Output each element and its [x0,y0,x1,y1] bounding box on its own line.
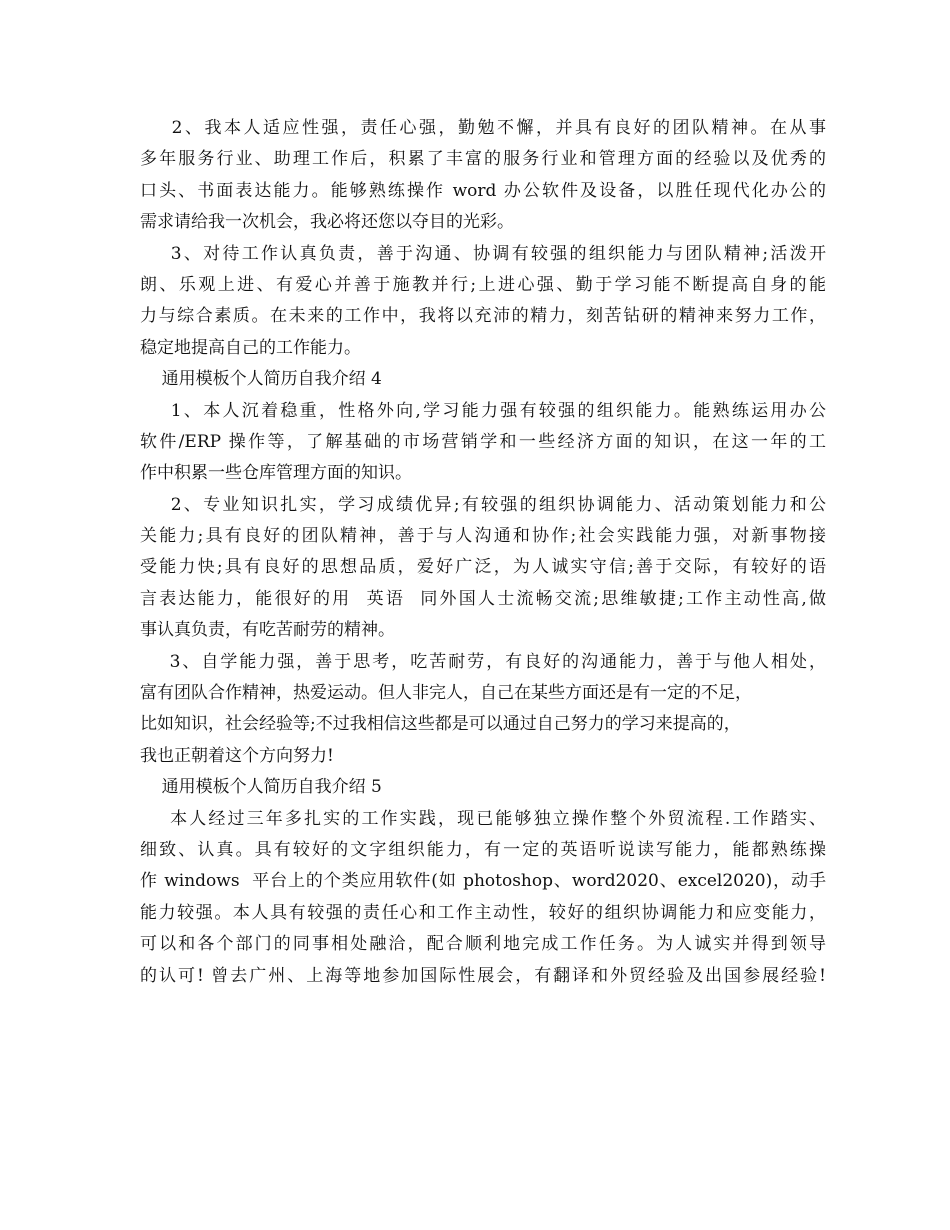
text-line: 关能力;具有良好的团队精神，善于与人沟通和协作;社会实践能力强，对新事物接 [140,526,826,547]
text-line: 比如知识，社会经验等;不过我相信这些都是可以通过自己努力的学习来提高的， [140,714,741,735]
text-line: 作中积累一些仓库管理方面的知识。 [140,463,412,484]
text-line: 多年服务行业、助理工作后，积累了丰富的服务行业和管理方面的经验以及优秀的 [140,149,826,170]
text-line: 3、自学能力强，善于思考，吃苦耐劳，有良好的沟通能力，善于与他人相处， [140,651,826,672]
paragraph-group-intro-5 [140,804,826,992]
section-heading-4: 通用模板个人简历自我介绍 4 [140,369,382,390]
text-line: 需求请给我一次机会，我必将还您以夺目的光彩。 [140,212,514,233]
paragraph-group-intro-4 [140,396,826,773]
text-line: 事认真负责，有吃苦耐劳的精神。 [140,620,395,641]
text-line: 言表达能力，能很好的用 英语 同外国人士流畅交流;思维敏捷;工作主动性高,做 [140,588,826,609]
text-line: 作 windows 平台上的个类应用软件(如 photoshop、word2020、excel2020)，动手 [140,871,826,892]
text-line: 受能力快;具有良好的思想品质，爱好广泛，为人诚实守信;善于交际，有较好的语 [140,557,826,578]
paragraph-group-strengths [140,113,826,364]
text-line: 口头、书面表达能力。能够熟练操作 word 办公软件及设备，以胜任现代化办公的 [140,180,826,201]
text-line: 力与综合素质。在未来的工作中，我将以充沛的精力，刻苦钻研的精神来努力工作， [140,306,826,327]
text-line: 1、本人沉着稳重，性格外向,学习能力强有较强的组织能力。能熟练运用办公 [140,400,826,421]
text-line: 能力较强。本人具有较强的责任心和工作主动性，较好的组织协调能力和应变能力， [140,902,826,923]
text-line: 软件/ERP 操作等，了解基础的市场营销学和一些经济方面的知识，在这一年的工 [140,431,826,452]
text-line: 我也正朝着这个方向努力! [140,745,334,766]
text-line: 细致、认真。具有较好的文字组织能力，有一定的英语听说读写能力，能都熟练操 [140,839,826,860]
text-line: 本人经过三年多扎实的工作实践，现已能够独立操作整个外贸流程.工作踏实、 [140,808,826,829]
text-line: 富有团队合作精神，热爱运动。但人非完人，自己在某些方面还是有一定的不足， [140,683,752,704]
text-line: 的认可! 曾去广州、上海等地参加国际性展会，有翻译和外贸经验及出国参展经验! [140,965,826,986]
text-line: 2、专业知识扎实，学习成绩优异;有较强的组织协调能力、活动策划能力和公 [140,494,826,515]
text-line: 可以和各个部门的同事相处融洽，配合顺利地完成工作任务。为人诚实并得到领导 [140,934,826,955]
text-line: 2、我本人适应性强，责任心强，勤勉不懈，并具有良好的团队精神。在从事 [140,118,826,138]
text-line: 稳定地提高自己的工作能力。 [140,337,361,358]
text-line: 3、对待工作认真负责，善于沟通、协调有较强的组织能力与团队精神;活泼开 [140,243,826,264]
section-heading-5: 通用模板个人简历自我介绍 5 [140,777,382,798]
text-line: 朗、乐观上进、有爱心并善于施教并行;上进心强、勤于学习能不断提高自身的能 [140,274,826,295]
document-body [140,113,826,992]
